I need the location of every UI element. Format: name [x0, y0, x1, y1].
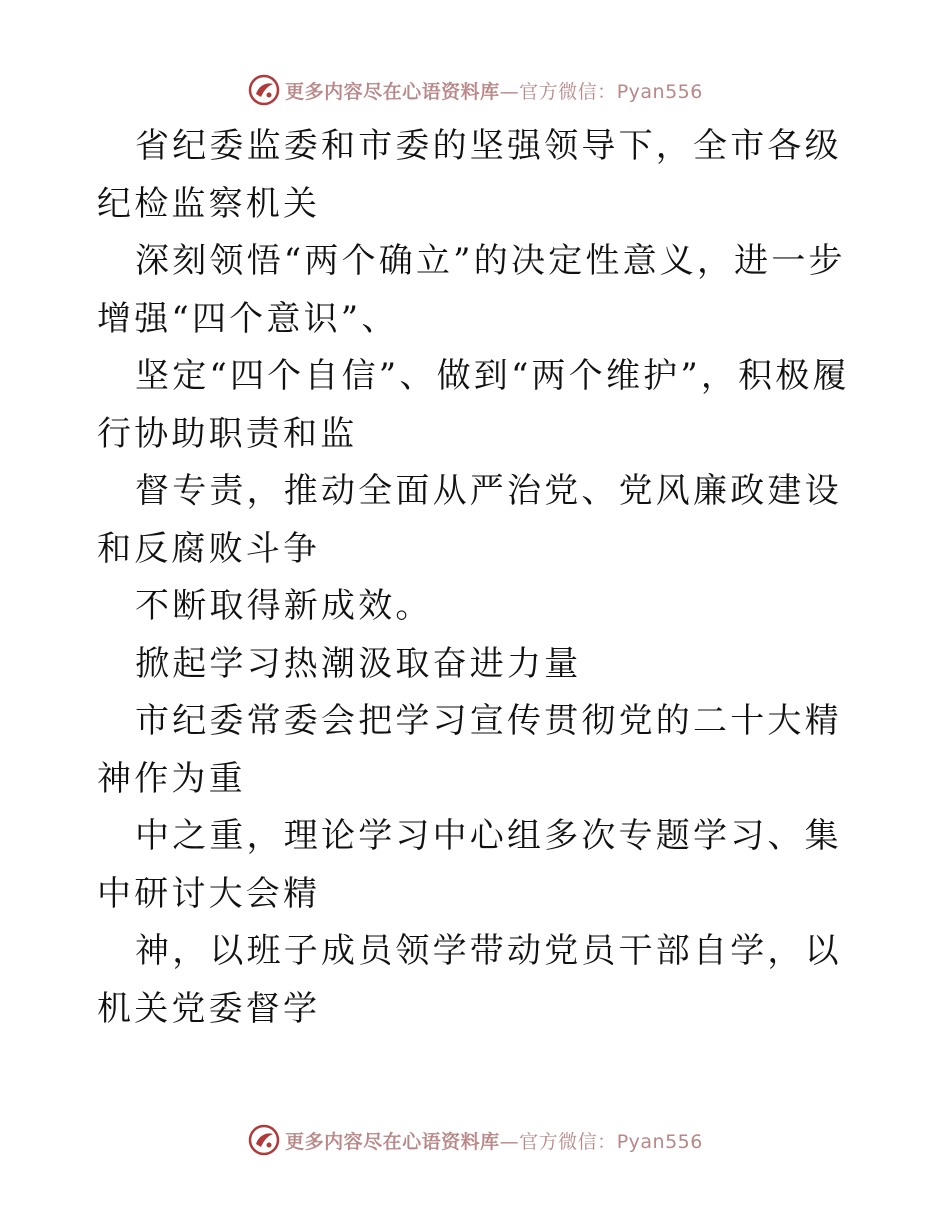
paragraph: 深刻领悟“两个确立”的决定性意义，进一步增强“四个意识”、: [97, 241, 846, 339]
watermark-separator: —: [499, 1130, 520, 1153]
paragraph: 省纪委监委和市委的坚强领导下，全市各级纪检监察机关: [97, 126, 842, 224]
watermark-site-name: 更多内容尽在心语资料库: [285, 1130, 500, 1153]
watermark-wechat-id: Pyan556: [616, 1130, 703, 1153]
paragraph: 不断取得新成效。: [135, 586, 433, 626]
footer-watermark: [0, 1120, 950, 1160]
paragraph: 市纪委常委会把学习宣传贯彻党的二十大精神作为重: [97, 701, 842, 799]
watermark-separator: —: [499, 80, 520, 103]
document-body: [97, 118, 857, 1038]
watermark-wechat-id: Pyan556: [616, 80, 703, 103]
watermark-text: [285, 77, 703, 104]
paragraph: 督专责，推动全面从严治党、党风廉政建设和反腐败斗争: [97, 471, 842, 569]
paragraph: 神，以班子成员领学带动党员干部自学，以机关党委督学: [97, 931, 842, 1029]
header-watermark: [0, 70, 950, 110]
paragraph: 坚定“四个自信”、做到“两个维护”，积极履行协助职责和监: [97, 356, 850, 454]
paragraph: 中之重，理论学习中心组多次专题学习、集中研讨大会精: [97, 816, 842, 914]
brand-logo-icon: [247, 73, 281, 107]
watermark-site-name: 更多内容尽在心语资料库: [285, 80, 500, 103]
watermark-wechat-label: 官方微信：: [519, 80, 617, 103]
watermark-text: [285, 1127, 703, 1154]
brand-logo-icon: [247, 1123, 281, 1157]
section-heading: 掀起学习热潮汲取奋进力量: [135, 643, 582, 684]
watermark-wechat-label: 官方微信：: [519, 1130, 617, 1153]
